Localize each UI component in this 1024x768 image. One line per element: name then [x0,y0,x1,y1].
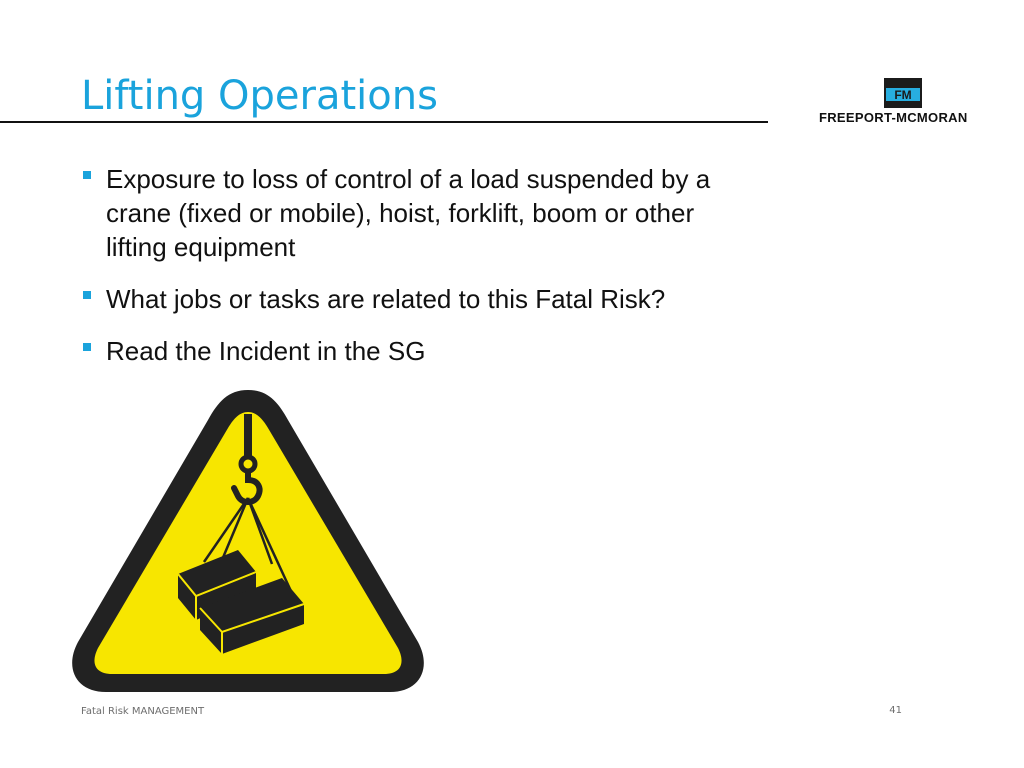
bullet-text: Exposure to loss of control of a load suspended by a crane (fixed or mobile), hoist, forklift, boom or other lifting equipment [106,164,711,262]
bullet-square-icon [83,291,91,299]
title-underline [0,121,768,123]
suspended-load-warning-icon [68,384,428,696]
bullet-text: Read the Incident in the SG [106,336,426,366]
bullet-item [81,282,761,316]
bullet-list [81,162,761,386]
footer-label: Fatal Risk MANAGEMENT [81,706,205,717]
freeport-mcmoran-logo [819,76,991,128]
slide-title: Lifting Operations [81,73,438,119]
bullet-item [81,334,761,368]
bullet-text: What jobs or tasks are related to this Fatal Risk? [106,284,666,314]
freeport-mcmoran-logo-icon [884,78,922,108]
bullet-item [81,162,761,264]
hook-cable [244,414,252,458]
bullet-square-icon [83,171,91,179]
bullet-square-icon [83,343,91,351]
page-number: 41 [889,705,902,716]
logo-wordmark: FREEPORT-MCMORAN [819,110,968,125]
logo-mark-text: FM [894,88,912,102]
